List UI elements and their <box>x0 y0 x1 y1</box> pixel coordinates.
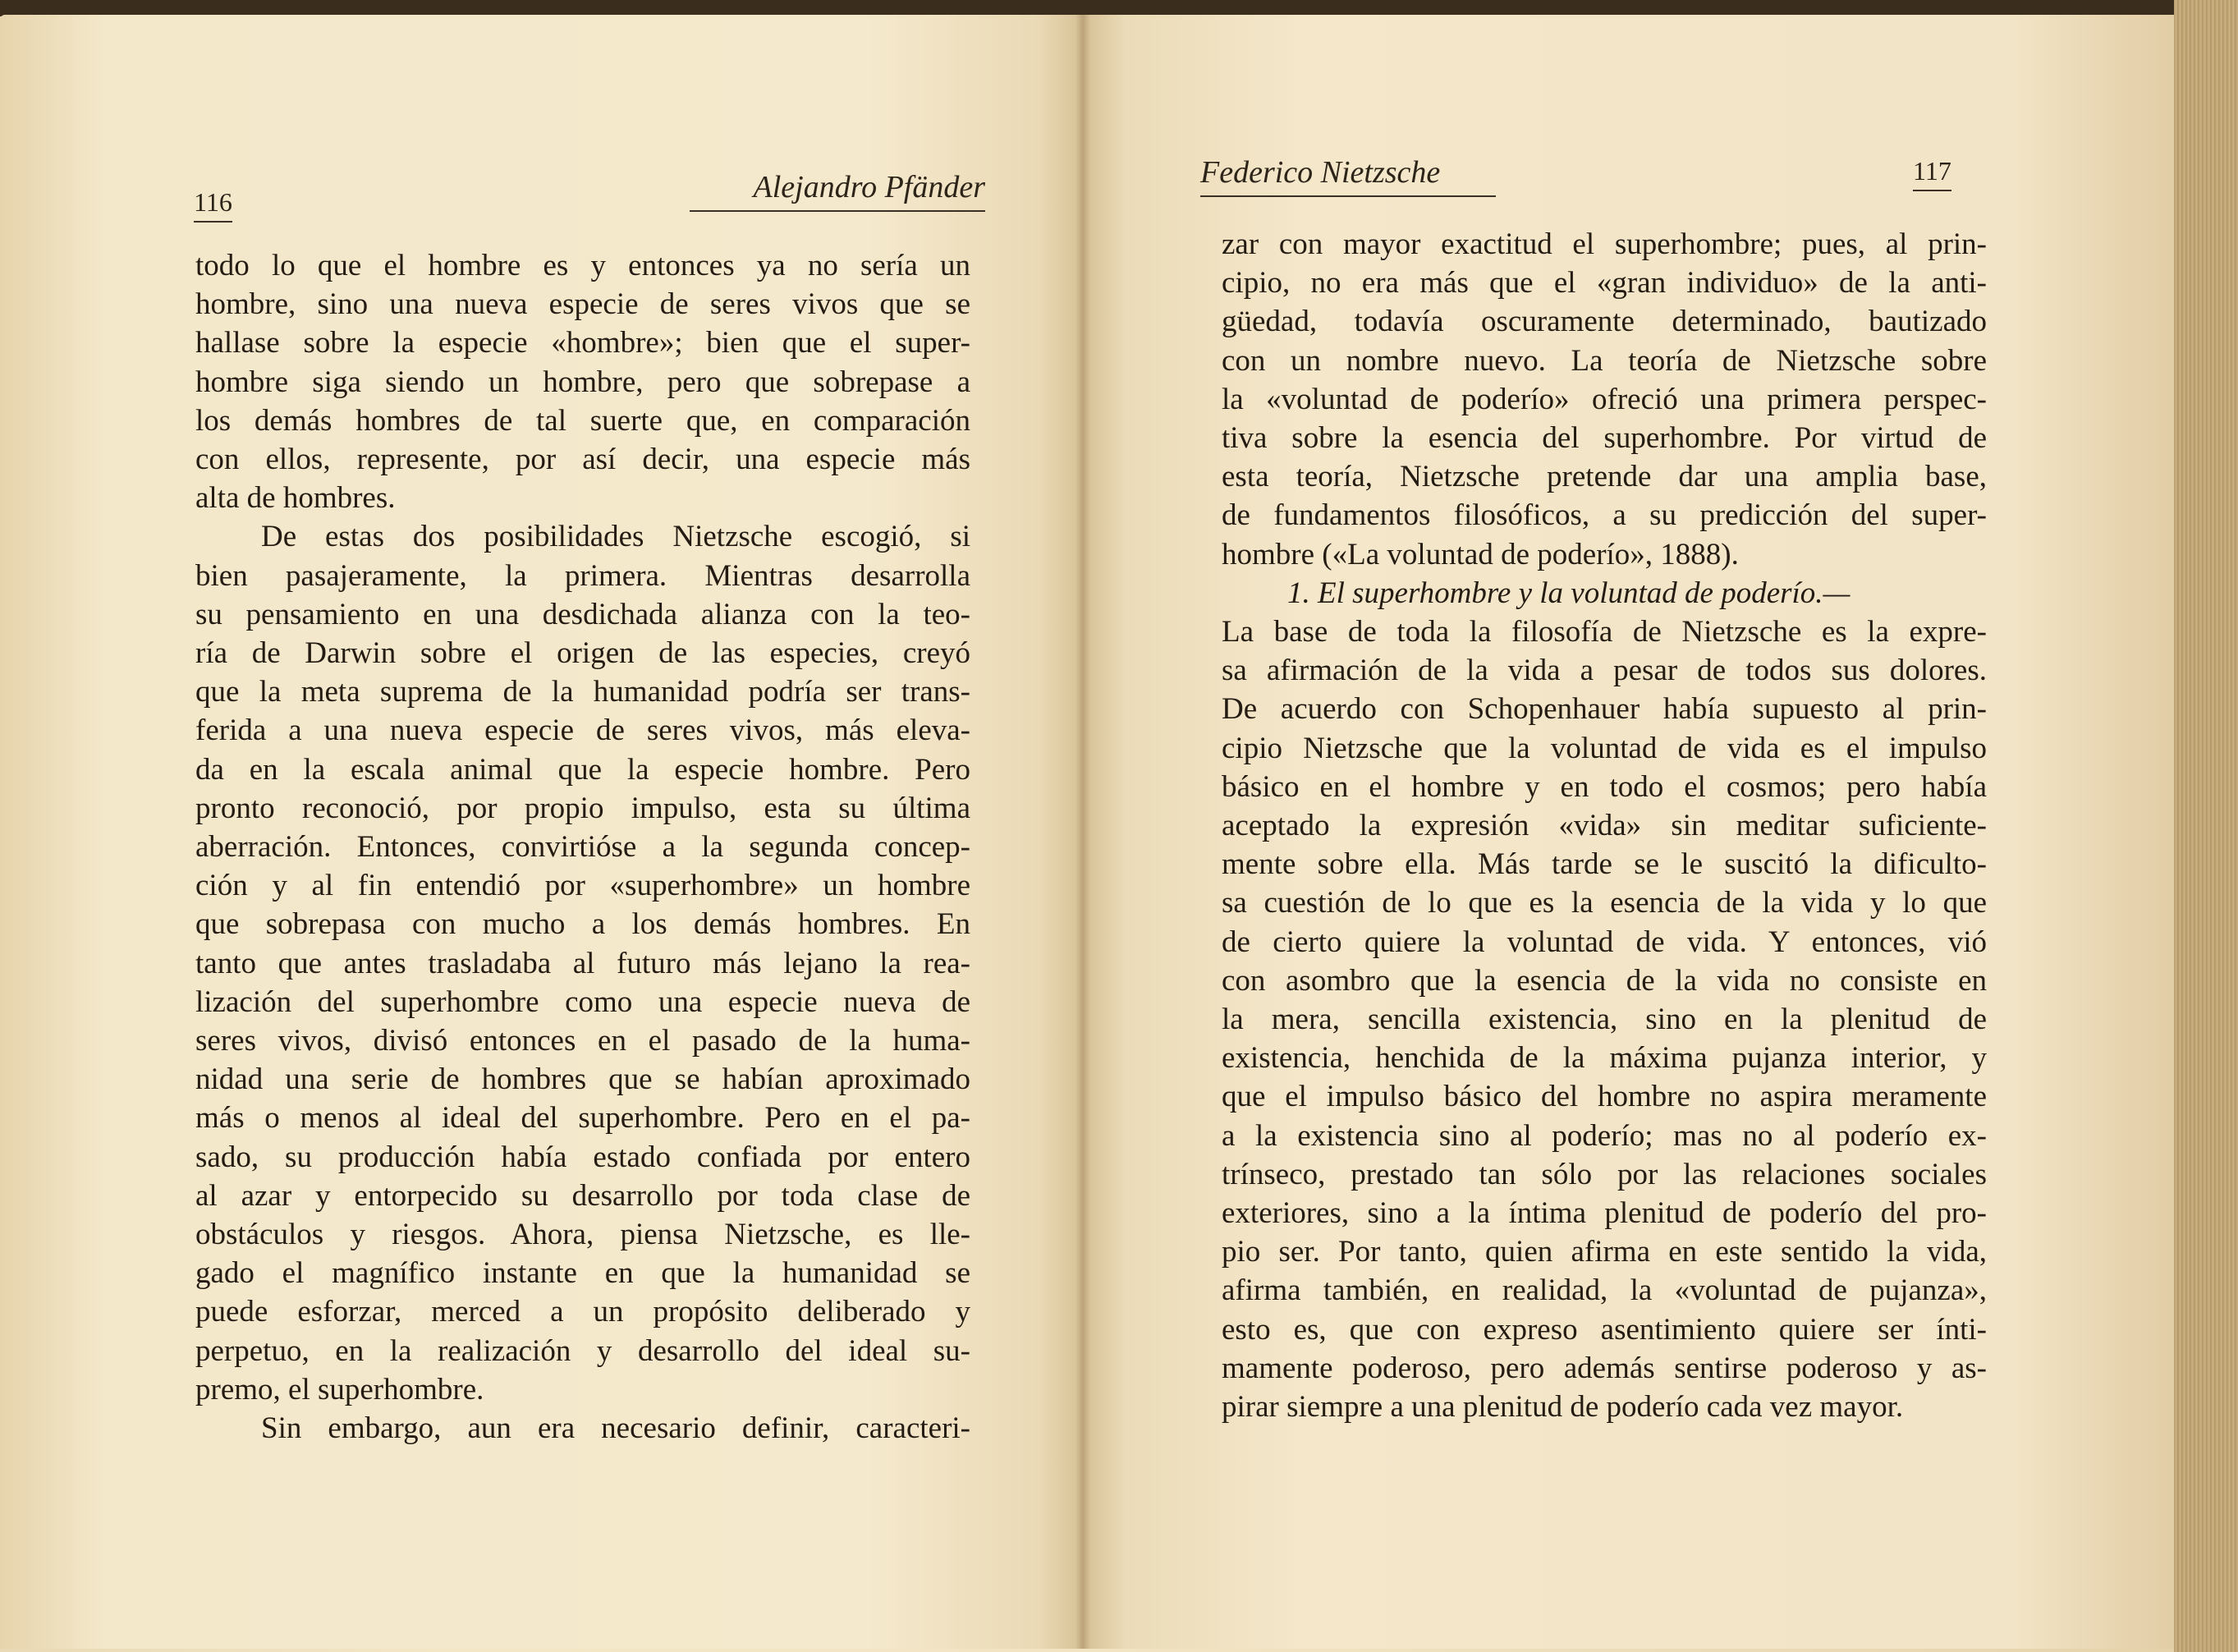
text-line: mente sobre ella. Más tarde se le suscitó la dificulto- <box>1222 847 1987 882</box>
text-line: más o menos al ideal del superhombre. Pero en el pa- <box>195 1101 970 1136</box>
text-line: con asombro que la esencia de la vida no consiste en <box>1222 963 1987 998</box>
text-line: sa afirmación de la vida a pesar de todos sus dolores. <box>1222 654 1987 688</box>
text-line: lización del superhombre como una especie nueva de <box>195 984 970 1019</box>
left-body-text <box>195 246 970 1448</box>
text-line: al azar y entorpecido su desarrollo por toda clase de <box>195 1178 970 1213</box>
text-line: esta teoría, Nietzsche pretende dar una amplia base, <box>1222 460 1987 494</box>
text-line: aceptado la expresión «vida» sin meditar suficiente- <box>1222 809 1987 843</box>
book-top-edge <box>0 0 2238 16</box>
text-line: hombre siga siendo un hombre, pero que sobrepase a <box>195 365 970 399</box>
text-line: bien pasajeramente, la primera. Mientras desarrolla <box>195 558 970 593</box>
text-line: los demás hombres de tal suerte que, en comparación <box>195 403 970 438</box>
text-line: que sobrepasa con mucho a los demás hombres. En <box>195 907 970 942</box>
text-line: puede esforzar, merced a un propósito deliberado y <box>195 1295 970 1329</box>
text-line: sado, su producción había estado confiada por entero <box>195 1140 970 1174</box>
text-line: pirar siempre a una plenitud de poderío cada vez mayor. <box>1222 1390 1904 1425</box>
text-line: De estas dos posibilidades Nietzsche escogió, si <box>261 520 970 554</box>
text-line: que la meta suprema de la humanidad podría ser trans- <box>195 675 970 709</box>
text-line: da en la escala animal que la especie hombre. Pero <box>195 752 970 787</box>
text-line: nidad una serie de hombres que se habían aproximado <box>195 1062 970 1097</box>
text-line: la mera, sencilla existencia, sino en la plenitud de <box>1222 1003 1987 1037</box>
text-line: De acuerdo con Schopenhauer había supuesto al prin- <box>1222 692 1987 727</box>
text-line: mamente poderoso, pero además sentirse poderoso y as- <box>1222 1351 1987 1385</box>
text-line: con un nombre nuevo. La teoría de Nietzsche sobre <box>1222 343 1987 378</box>
text-line: perpetuo, en la realización y desarrollo del ideal su- <box>195 1333 970 1368</box>
text-line: la «voluntad de poderío» ofreció una primera perspec- <box>1222 382 1987 416</box>
text-line: gado el magnífico instante en que la humanidad se <box>195 1256 970 1291</box>
text-line: La base de toda la filosofía de Nietzsche es la expre- <box>1222 615 1987 649</box>
page-edges <box>2174 0 2238 1652</box>
text-line: exteriores, sino a la íntima plenitud de poderío del pro- <box>1222 1196 1987 1231</box>
text-line: aberración. Entonces, convirtióse a la segunda concep- <box>195 830 970 865</box>
text-line: esto es, que con expreso asentimiento quiere ser ínti- <box>1222 1312 1987 1347</box>
text-line: hombre («La voluntad de poderío», 1888). <box>1222 537 1739 571</box>
text-line: Sin embargo, aun era necesario definir, caracteri- <box>261 1411 970 1446</box>
right-running-head: Federico Nietzsche <box>1200 154 1496 197</box>
text-line: ferida a una nueva especie de seres vivos, más eleva- <box>195 714 970 748</box>
text-line: ría de Darwin sobre el origen de las especies, creyó <box>195 636 970 671</box>
text-line: de cierto quiere la voluntad de vida. Y entonces, vió <box>1222 925 1987 959</box>
text-line: existencia, henchida de la máxima pujanza interior, y <box>1222 1041 1987 1076</box>
text-line: güedad, todavía oscuramente determinado, bautizado <box>1222 305 1987 339</box>
text-line: todo lo que el hombre es y entonces ya no sería un <box>195 249 970 282</box>
text-line: de fundamentos filosóficos, a su predicción del super- <box>1222 498 1987 533</box>
left-running-head: Alejandro Pfänder <box>690 169 985 212</box>
right-body-text <box>1222 225 1987 1426</box>
text-line: afirma también, en realidad, la «voluntad de pujanza», <box>1222 1273 1987 1308</box>
text-line: alta de hombres. <box>195 481 396 516</box>
text-line: que el impulso básico del hombre no aspira meramente <box>1222 1080 1987 1114</box>
text-line: sa cuestión de lo que es la esencia de la vida y lo que <box>1222 886 1987 920</box>
text-line: ción y al fin entendió por «superhombre» un hombre <box>195 869 970 903</box>
text-line: seres vivos, divisó entonces en el pasado de la huma- <box>195 1024 970 1058</box>
text-line: cipio Nietzsche que la voluntad de vida es el impulso <box>1222 731 1987 765</box>
text-line: tiva sobre la esencia del superhombre. Por virtud de <box>1222 421 1987 456</box>
right-page-number: 117 <box>1913 156 1951 191</box>
book-gutter <box>1075 15 1090 1649</box>
text-line: pio ser. Por tanto, quien afirma en este sentido la vida, <box>1222 1235 1987 1269</box>
text-line: obstáculos y riesgos. Ahora, piensa Nietzsche, es lle- <box>195 1218 970 1252</box>
text-line: zar con mayor exactitud el superhombre; pues, al prin- <box>1222 227 1987 261</box>
text-line: premo, el superhombre. <box>195 1372 484 1406</box>
text-line: trínseco, prestado tan sólo por las relaciones sociales <box>1222 1157 1987 1191</box>
text-line: hallase sobre la especie «hombre»; bien que el super- <box>195 326 970 360</box>
left-page-number: 116 <box>194 187 232 223</box>
text-line: básico en el hombre y en todo el cosmos; pero había <box>1222 769 1987 804</box>
text-line: tanto que antes trasladaba al futuro más lejano la rea- <box>195 946 970 980</box>
section-heading: 1. El superhombre y la voluntad de poderío.— <box>1287 576 1850 610</box>
text-line: a la existencia sino al poderío; mas no al poderío ex- <box>1222 1118 1987 1153</box>
text-line: su pensamiento en una desdichada alianza con la teo- <box>195 597 970 631</box>
text-line: hombre, sino una nueva especie de seres vivos que se <box>195 287 970 322</box>
text-line: con ellos, represente, por así decir, una especie más <box>195 443 970 477</box>
text-line: pronto reconoció, por propio impulso, esta su última <box>195 791 970 825</box>
text-line: cipio, no era más que el «gran individuo» de la anti- <box>1222 266 1987 301</box>
